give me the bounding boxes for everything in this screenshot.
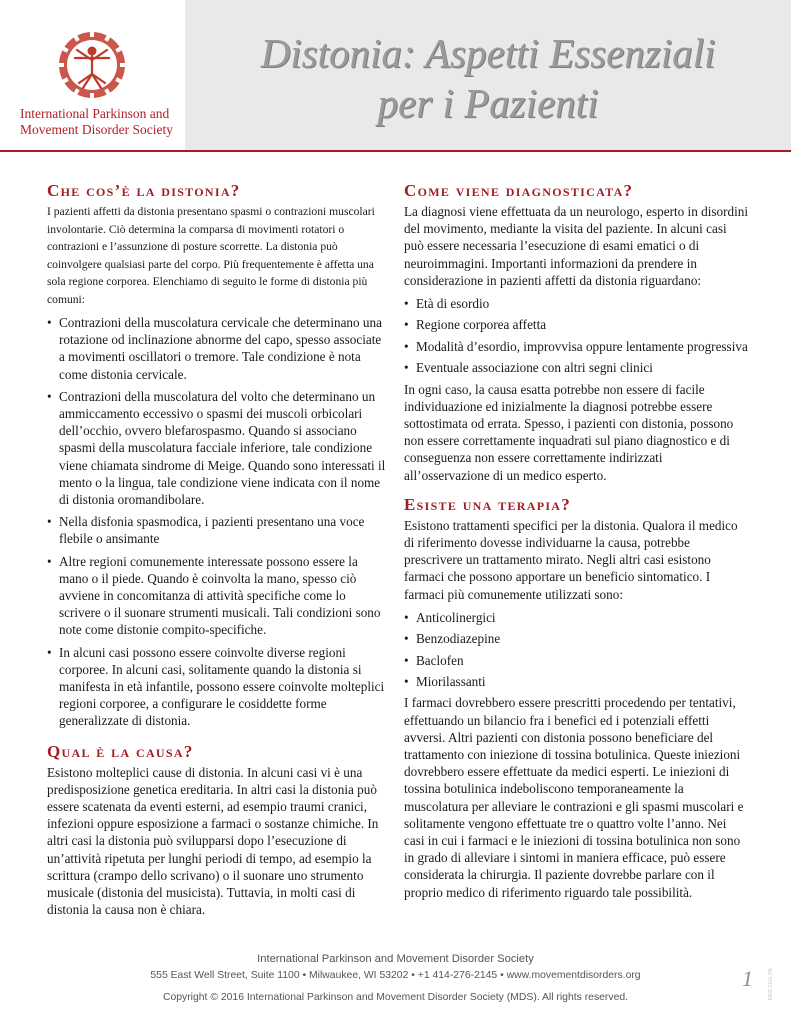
list-item: • Regione corporea affetta bbox=[404, 316, 748, 333]
diagnosis-criteria-list bbox=[404, 295, 748, 376]
page-title bbox=[185, 28, 791, 128]
drugs-list bbox=[404, 609, 748, 690]
left-column bbox=[47, 180, 387, 919]
page-title-line2: per i Pazienti bbox=[377, 80, 599, 126]
vitruvian-man-gear-icon bbox=[55, 28, 129, 102]
list-item: • Altre regioni comunemente interessate possono essere la mano o il piede. Quando è coinvolta la mano, spesso ciò avviene in concomitanza di attività specifiche come lo scrivere o il suonare strumenti musicali. Tali condizioni sono note come distonie compito-specifiche. bbox=[47, 553, 387, 639]
list-item: • Baclofen bbox=[404, 652, 748, 669]
section-text: I farmaci dovrebbero essere prescritti procedendo per tentativi, effettuando un bilancio fra i benefici ed i potenziali effetti avversi. Altri pazienti con distonia possono beneficiare del trattamento con iniezione di tossina botulinica. Queste iniezioni dovrebbero essere effettuate da medici esperti. Le iniezioni di tossina botulinica indeboliscono temporaneamente la muscolatura per alleviare le contrazioni e gli spasmi muscolari e solitamente vengono effettuate tre o quattro volte l’anno. Nei casi in cui i farmaci e le iniezioni di tossina botulinica non sono in grado di alleviare i sintomi in maniera efficace, può essere considerata la chirurgia. Il paziente dovrebbe parlare con il proprio medico di riferimento riguardo tale possibilità. bbox=[404, 695, 744, 900]
list-item: • Benzodiazepine bbox=[404, 630, 748, 647]
logo-panel bbox=[0, 0, 185, 150]
org-name bbox=[20, 106, 185, 138]
list-item: • Contrazioni della muscolatura cervicale che determinano una rotazione od inclinazione abnorme del capo, spesso associate a movimenti oscillatori o tremore. Tale condizione è nota come distonia cervicale. bbox=[47, 314, 387, 383]
section-heading-cause: Qual è la causa? bbox=[47, 741, 194, 761]
page-header bbox=[0, 0, 791, 152]
footer-copyright: Copyright © 2016 International Parkinson and Movement Disorder Society (MDS). All rights reserved. bbox=[162, 992, 629, 1003]
org-name-line2: Movement Disorder Society bbox=[20, 122, 173, 137]
page-title-line1: Distonia: Aspetti Essenziali bbox=[260, 30, 716, 76]
right-column bbox=[404, 180, 748, 901]
page-footer bbox=[0, 952, 791, 1005]
footer-address: 555 East Well Street, Suite 1100 • Milwaukee, WI 53202 • +1 414-276-2145 • www.movementdisorders.org bbox=[150, 970, 641, 981]
list-item: • Contrazioni della muscolatura del volto che determinano un ammiccamento eccessivo o spasmi dei muscoli orbicolari dell’occhio, ovvero blefarospasmo. Quando si associano spasmi della muscolatura facciale inferiore, tale condizione viene chiamata sindrome di Meige. Quando sono interessati il mento o la lingua, tale condizione viene indicata con il nome di distonia oromandibolare. bbox=[47, 388, 387, 508]
list-item: • Nella disfonia spasmodica, i pazienti presentano una voce flebile o ansimante bbox=[47, 513, 387, 547]
dystonia-forms-list bbox=[47, 314, 387, 730]
list-item: • Età di esordio bbox=[404, 295, 748, 312]
section-text: Esistono trattamenti specifici per la distonia. Qualora il medico di riferimento dovesse individuarne la causa, potrebbe prescrivere un trattamento mirato. Negli altri casi esistono farmaci che possono apportare un beneficio sintomatico. I farmaci più comunemente utilizzati sono: bbox=[404, 517, 738, 602]
list-item: • Anticolinergici bbox=[404, 609, 748, 626]
list-item: • In alcuni casi possono essere coinvolte diverse regioni corporee. In alcuni casi, solitamente quando la distonia si manifesta in età infantile, possono essere coinvolte molteplici regioni corporee, a configurare le cosiddette forme generalizzate di distonia. bbox=[47, 644, 387, 730]
org-name-line1: International Parkinson and bbox=[20, 106, 170, 121]
list-item: • Modalità d’esordio, improvvisa oppure lentamente progressiva bbox=[404, 338, 748, 355]
section-text: La diagnosi viene effettuata da un neurologo, esperto in disordini del movimento, mediante la visita del paziente. In alcuni casi può essere necessaria l’esecuzione di esami ematici o di neuroimmagini. Importanti informazioni da prendere in considerazione in pazienti affetti da distonia riguardano: bbox=[404, 204, 749, 288]
list-item: • Miorilassanti bbox=[404, 673, 748, 690]
document-code: MDS-1116-ITA bbox=[768, 968, 774, 1001]
header-divider bbox=[0, 150, 791, 152]
page-number: 1 bbox=[742, 966, 753, 991]
section-text: In ogni caso, la causa esatta potrebbe non essere di facile individuazione ed inizialmente la diagnosi potrebbe essere sottostimata od errata. Spesso, i pazienti con distonia, possono non essere correttamente inquadrati sul piano diagnostico e di conseguenza non essere correttamente indirizzati all’osservazione di un medico esperto. bbox=[404, 381, 734, 483]
section-heading-therapy: Esiste una terapia? bbox=[404, 494, 572, 514]
section-intro: I pazienti affetti da distonia presentano spasmi o contrazioni muscolari involontarie. Ciò determina la comparsa di movimenti rotatori o contrazioni e l’assunzione di posture scorrette. La distonia può coinvolgere qualsiasi parte del corpo. Più frequentemente è affetta una sola regione corporea. Elenchiamo di seguito le forme di distonia più comuni: bbox=[47, 205, 375, 306]
footer-org-name: International Parkinson and Movement Disorder Society bbox=[257, 953, 534, 965]
list-item: • Eventuale associazione con altri segni clinici bbox=[404, 359, 748, 376]
section-heading-diagnosis: Come viene diagnosticata? bbox=[404, 181, 634, 200]
section-heading-what-is: Che cos’è la distonia? bbox=[47, 181, 241, 200]
section-text: Esistono molteplici cause di distonia. In alcuni casi vi è una predisposizione genetica ereditaria. In altri casi la distonia può essere scatenata da eventi esterni, ad esempio traumi cranici, infezioni oppure esposizione a farmaci o sostanze chimiche. In altri casi la distonia può svilupparsi dopo l’esecuzione di un’attività ripetuta per lunghi periodi di tempo, ad esempio la scrittura (crampo dello scrivano) o il suonare uno strumento musicale (distonia del musicista). Tuttavia, in molti casi di distonia la causa non è chiara. bbox=[47, 764, 379, 918]
